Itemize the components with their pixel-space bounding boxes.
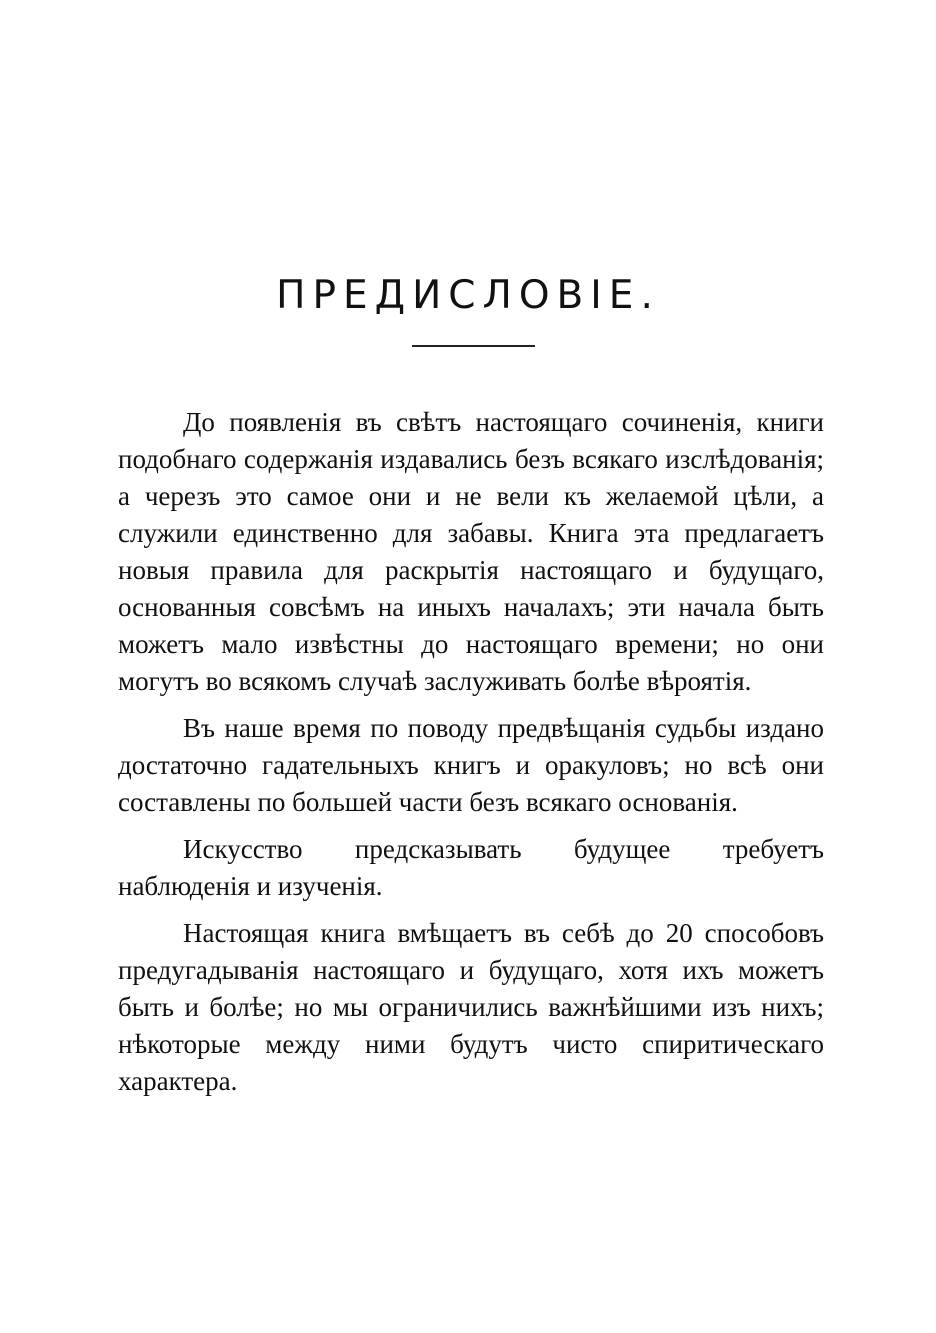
paragraph-4: Настоящая книга вмѣщаетъ въ себѣ до 20 способовъ предугадыванія настоящаго и будущаго, хотя ихъ можетъ быть и болѣе; но мы ограничились важнѣйшими изъ нихъ; нѣкоторые между ними будутъ чисто спиритическаго характера. [118,918,824,1096]
paragraph-3: Искусство предсказывать будущее требуетъ наблюденія и изученія. [118,834,824,901]
paragraph-2: Въ наше время по поводу предвѣщанія судьбы издано достаточно гадательныхъ книгъ и оракуловъ; но всѣ они составлены по большей части безъ всякаго основанія. [118,713,824,817]
title-divider [412,345,535,347]
preface-body [118,404,824,1110]
paragraph-1: До появленія въ свѣтъ настоящаго сочиненія, книги подобнаго содержанія издавались безъ всякаго изслѣдованія; а черезъ это самое они и не вели къ желаемой цѣли, а служили единственно для забавы. Книга эта предлагаетъ новыя правила для раскрытія настоящаго и будущаго, основанныя совсѣмъ на иныхъ началахъ; эти начала быть можетъ мало извѣстны до настоящаго времени; но они могутъ во всякомъ случаѣ заслуживать болѣе вѣроятія. [118,407,824,696]
page-title: ПРЕДИСЛОВІЕ. [276,273,660,318]
